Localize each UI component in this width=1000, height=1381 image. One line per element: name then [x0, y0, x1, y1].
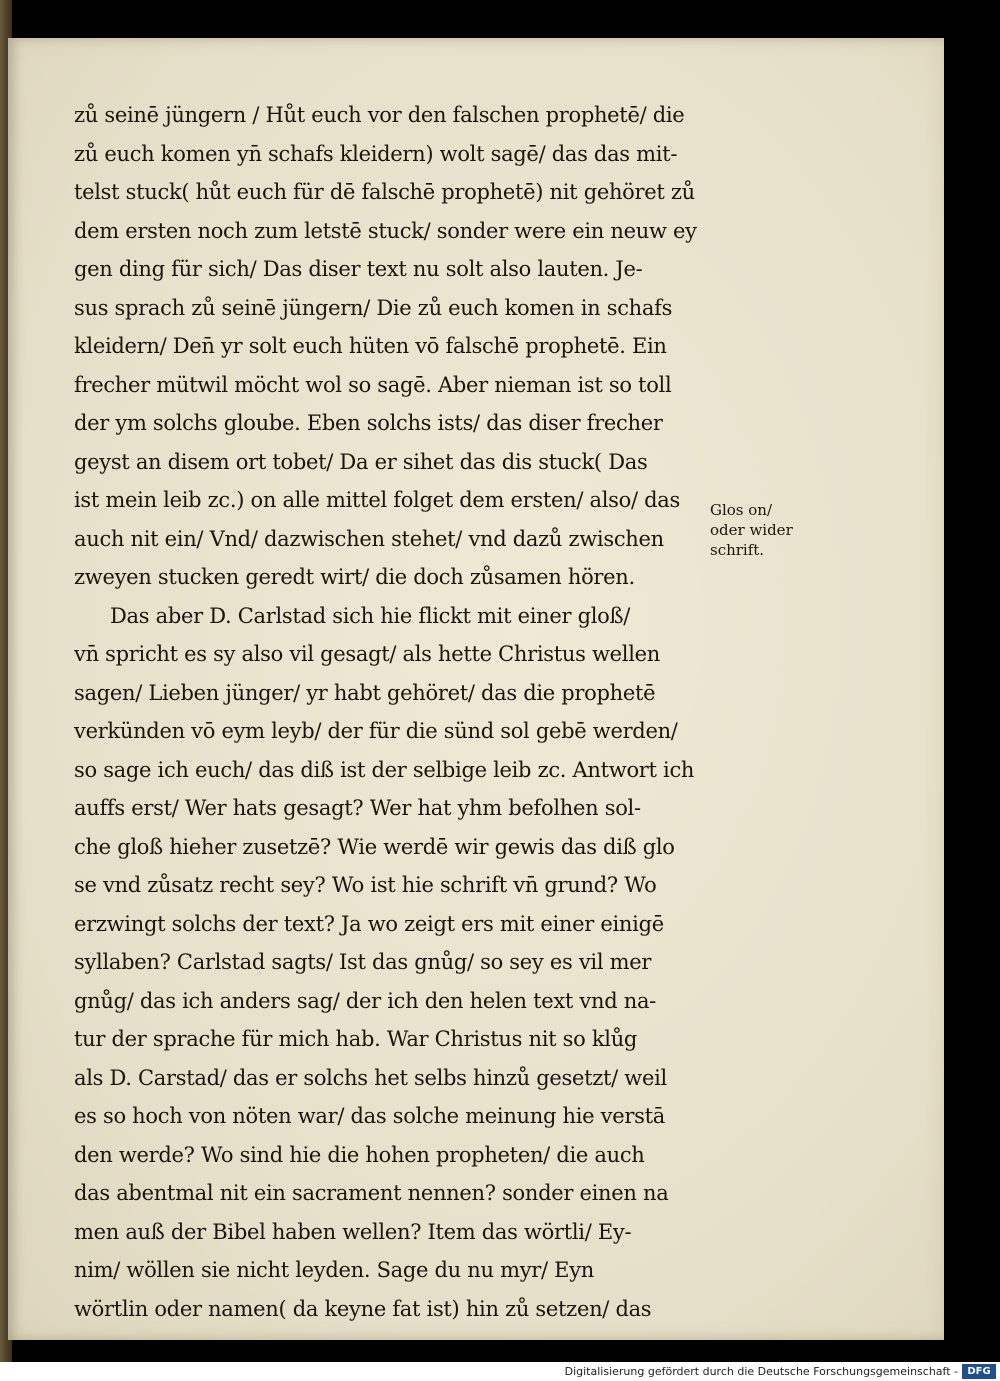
text-line: so sage ich euch/ das diß ist der selbige leib zc. Antwort ich: [74, 757, 695, 782]
text-line: frecher mütwil möcht wol so sagē. Aber nieman ist so toll: [74, 372, 672, 397]
text-line: telst stuck( hůt euch für dē falschē prophetē) nit gehöret zů: [74, 180, 695, 204]
text-line: che gloß hieher zusetzē? Wie werdē wir gewis das diß glo: [74, 834, 675, 859]
text-line: als D. Carstad/ das er solchs het selbs hinzů gesetzt/ weil: [74, 1065, 667, 1090]
text-line: kleidern/ Den̄ yr solt euch hüten vō falschē prophetē. Ein: [74, 334, 667, 358]
text-line: zů seinē jüngern / Hůt euch vor den falschen prophetē/ die: [74, 103, 685, 127]
text-line: gen ding für sich/ Das diser text nu solt also lauten. Je-: [74, 257, 643, 281]
text-line: verkünden vō eym leyb/ der für die sünd sol gebē werden/: [74, 719, 678, 743]
text-line: dem ersten noch zum letstē stuck/ sonder were ein neuw ey: [74, 218, 697, 243]
text-line: nim/ wöllen sie nicht leyden. Sage du nu myr/ Eyn: [74, 1258, 594, 1282]
text-line: gnůg/ das ich anders sag/ der ich den helen text vnd na-: [74, 988, 656, 1013]
text-line: vn̄ spricht es sy also vil gesagt/ als hette Christus wellen: [74, 642, 660, 666]
margin-note-line: oder wider: [710, 521, 793, 539]
text-line: geyst an disem ort tobet/ Da er sihet das dis stuck( Das: [74, 449, 648, 474]
text-line: syllaben? Carlstad sagts/ Ist das gnůg/ so sey es vil mer: [74, 950, 652, 974]
text-line: der ym solchs gloube. Eben solchs ists/ das diser frecher: [74, 411, 663, 435]
text-line: wörtlin oder namen( da keyne fat ist) hin zů setzen/ das: [74, 1296, 652, 1321]
body-text-block: [74, 96, 714, 1328]
margin-note-line: Glos on/: [710, 501, 773, 519]
text-line: sagen/ Lieben jünger/ yr habt gehöret/ das die prophetē: [74, 680, 656, 705]
credit-footer: [0, 1362, 1000, 1381]
text-line: zweyen stucken geredt wirt/ die doch zůsamen hören.: [74, 565, 635, 589]
text-line: zů euch komen yn̄ schafs kleidern) wolt sagē/ das das mit-: [74, 141, 678, 166]
text-line: das abentmal nit ein sacrament nennen? sonder einen na: [74, 1181, 669, 1205]
text-line: auffs erst/ Wer hats gesagt? Wer hat yhm befolhen sol-: [74, 796, 641, 820]
margin-note-line: schrift.: [710, 541, 765, 559]
paragraph-start-line: Das aber D. Carlstad sich hie flickt mit einer gloß/: [110, 603, 631, 628]
text-line: tur der sprache für mich hab. War Christus nit so klůg: [74, 1027, 638, 1051]
text-line: den werde? Wo sind hie die hohen propheten/ die auch: [74, 1142, 645, 1167]
text-line: es so hoch von nöten war/ das solche meinung hie verstā: [74, 1104, 665, 1128]
text-line: erzwingt solchs der text? Ja wo zeigt ers mit einer einigē: [74, 911, 664, 936]
text-line: ist mein leib zc.) on alle mittel folget dem ersten/ also/ das: [74, 488, 680, 512]
funding-credit-text: Digitalisierung gefördert durch die Deutsche Forschungsgemeinschaft -: [564, 1365, 958, 1378]
text-line: se vnd zůsatz recht sey? Wo ist hie schrift vn̄ grund? Wo: [74, 873, 657, 897]
text-line: men auß der Bibel haben wellen? Item das wörtli/ Ey-: [74, 1219, 632, 1244]
margin-note: [710, 500, 820, 560]
text-line: auch nit ein/ Vnd/ dazwischen stehet/ vnd dazů zwischen: [74, 526, 664, 551]
dfg-logo: DFG: [962, 1364, 996, 1379]
text-line: sus sprach zů seinē jüngern/ Die zů euch komen in schafs: [74, 295, 673, 320]
